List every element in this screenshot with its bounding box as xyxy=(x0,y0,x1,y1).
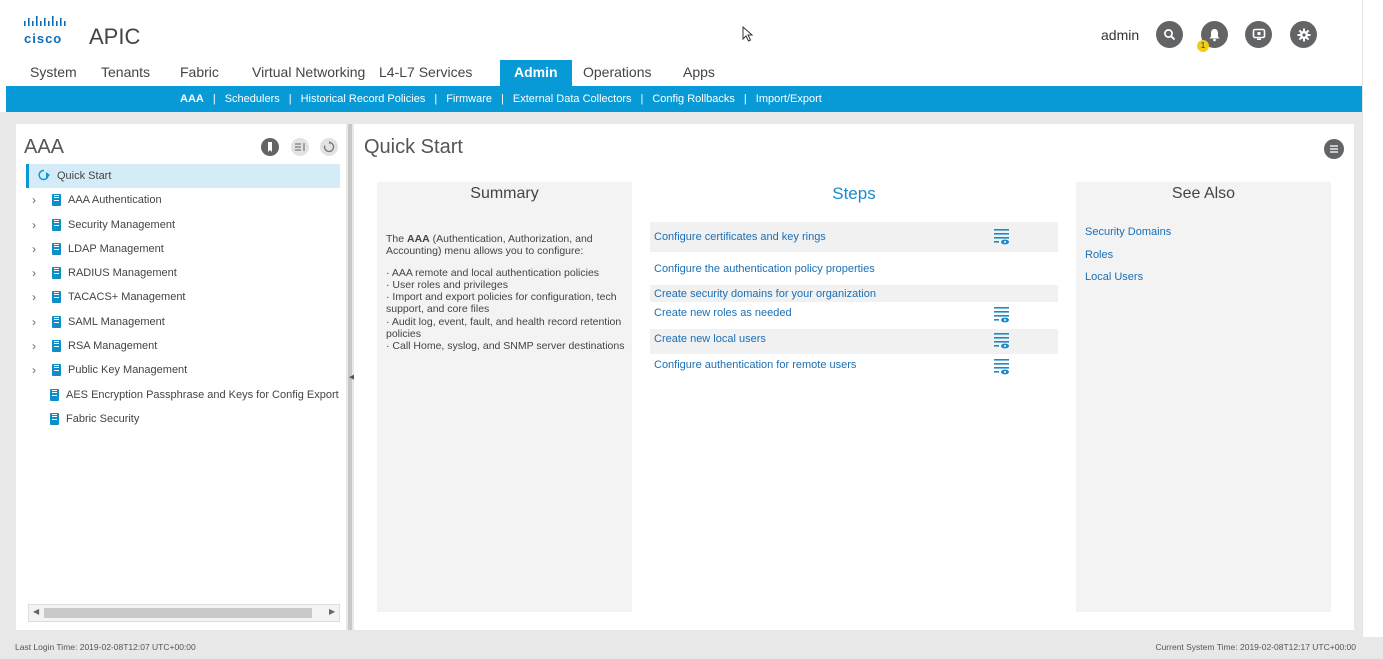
summary-heading: Summary xyxy=(470,185,539,202)
bookmark-button[interactable] xyxy=(261,138,279,156)
summary-intro: The AAA (Authentication, Authorization, and Accounting) menu allows you to configure: xyxy=(386,233,593,258)
tree-item-label: Quick Start xyxy=(57,170,112,182)
chevron-right-icon[interactable]: › xyxy=(32,266,36,281)
user-name[interactable]: admin xyxy=(1101,27,1140,43)
tab-admin[interactable]: Admin xyxy=(500,60,572,86)
tree-item-label: Fabric Security xyxy=(66,412,140,425)
tree-item-ldap-management[interactable] xyxy=(16,237,346,261)
step-link[interactable]: Configure the authentication policy properties xyxy=(654,263,875,275)
last-login-time: Last Login Time: 2019-02-08T12:07 UTC+00:00 xyxy=(15,642,196,652)
tree-item-aaa-authentication[interactable] xyxy=(16,188,346,212)
tree-item-quick-start[interactable] xyxy=(26,164,340,188)
monitor-icon xyxy=(1252,28,1266,41)
quick-start-icon xyxy=(37,169,51,181)
step-link[interactable]: Create new roles as needed xyxy=(654,307,792,319)
view-details-icon[interactable] xyxy=(993,332,1011,350)
summary-intro-bold: AAA xyxy=(407,233,430,245)
current-system-time: Current System Time: 2019-02-08T12:17 UTC+00:00 xyxy=(1155,642,1356,652)
step-security-domains[interactable] xyxy=(650,285,1058,302)
gear-icon xyxy=(1297,28,1311,42)
chevron-right-icon[interactable]: › xyxy=(32,241,36,256)
chevron-right-icon[interactable]: › xyxy=(32,217,36,232)
mouse-cursor-icon xyxy=(742,26,754,42)
step-create-local-users[interactable] xyxy=(650,329,1058,354)
tree-item-label: TACACS+ Management xyxy=(68,291,186,304)
summary-text xyxy=(386,233,626,353)
folder-icon xyxy=(52,364,61,376)
subnav-separator: | xyxy=(640,93,644,105)
horizontal-scrollbar[interactable] xyxy=(28,604,340,622)
system-tools-button[interactable] xyxy=(1245,21,1272,48)
chevron-right-icon[interactable]: › xyxy=(32,363,36,378)
tab-fabric[interactable]: Fabric xyxy=(180,64,219,80)
summary-bullet: · Audit log, event, fault, and health record retention policies xyxy=(386,315,622,341)
app-title: APIC xyxy=(89,24,141,49)
menu-list-icon xyxy=(1329,144,1339,154)
folder-icon xyxy=(52,267,61,279)
tree-item-label: AAA Authentication xyxy=(68,194,162,207)
tree-item-label: RADIUS Management xyxy=(68,267,177,280)
link-local-users[interactable]: Local Users xyxy=(1085,271,1144,283)
settings-button[interactable] xyxy=(1290,21,1317,48)
subnav-separator: | xyxy=(743,93,747,105)
steps-heading: Steps xyxy=(832,184,876,203)
subnav-config-rollbacks[interactable]: Config Rollbacks xyxy=(652,93,735,105)
filter-icon xyxy=(294,142,306,152)
tree-item-saml-management[interactable] xyxy=(16,310,346,334)
folder-icon xyxy=(52,291,61,303)
scrollbar-thumb[interactable] xyxy=(44,608,312,618)
bookmark-icon xyxy=(265,141,275,153)
tab-virtual-networking[interactable]: Virtual Networking xyxy=(252,64,366,80)
chevron-right-icon[interactable]: › xyxy=(32,339,36,354)
step-link[interactable]: Create security domains for your organization xyxy=(654,288,876,300)
tree-item-aes-encryption[interactable] xyxy=(16,383,346,407)
subnav-separator: | xyxy=(288,93,292,105)
summary-bullet: · AAA remote and local authentication policies xyxy=(386,266,600,279)
folder-icon xyxy=(52,243,61,255)
tree-item-label: LDAP Management xyxy=(68,242,164,255)
search-button[interactable] xyxy=(1156,21,1183,48)
see-also-heading: See Also xyxy=(1171,185,1236,202)
step-configure-certificates[interactable] xyxy=(650,222,1058,252)
folder-icon xyxy=(52,340,61,352)
subnav-separator: | xyxy=(434,93,438,105)
subnav-external-data-collectors[interactable]: External Data Collectors xyxy=(512,93,632,105)
see-also-panel xyxy=(1076,182,1331,612)
main-nav xyxy=(0,60,1362,86)
step-link[interactable]: Create new local users xyxy=(654,333,766,345)
notification-badge: 1 xyxy=(1197,40,1209,52)
tree-item-public-key-management[interactable] xyxy=(16,358,346,382)
subnav-aaa[interactable]: AAA xyxy=(180,93,204,105)
tree-item-security-management[interactable] xyxy=(16,213,346,237)
tab-tenants[interactable]: Tenants xyxy=(101,64,151,80)
folder-icon xyxy=(52,194,61,206)
tree-item-label: SAML Management xyxy=(68,315,165,328)
refresh-icon xyxy=(323,141,335,153)
summary-bullet: · Call Home, syslog, and SNMP server destinations xyxy=(386,340,625,353)
link-roles[interactable]: Roles xyxy=(1085,249,1114,261)
tree-item-label: Security Management xyxy=(68,218,175,231)
tree-item-label: Public Key Management xyxy=(68,364,188,377)
summary-bullet: · User roles and privileges xyxy=(386,278,508,291)
collapse-arrow-icon[interactable]: ◀ xyxy=(349,374,355,381)
step-link[interactable]: Configure authentication for remote users xyxy=(654,359,857,371)
refresh-button[interactable] xyxy=(320,138,338,156)
sub-nav xyxy=(6,86,1362,112)
subnav-import-export[interactable]: Import/Export xyxy=(755,93,822,105)
window-edge xyxy=(1362,0,1383,637)
tab-l4-l7-services[interactable]: L4-L7 Services xyxy=(379,64,473,80)
work-pane xyxy=(354,124,1354,630)
subnav-separator: | xyxy=(501,93,504,105)
chevron-right-icon[interactable]: › xyxy=(32,193,36,208)
navigation-tree xyxy=(16,164,346,431)
chevron-right-icon[interactable]: › xyxy=(32,290,36,305)
steps-panel xyxy=(650,182,1058,612)
step-create-roles[interactable] xyxy=(650,303,1058,327)
view-details-icon[interactable] xyxy=(993,358,1011,376)
folder-icon xyxy=(52,219,61,231)
cisco-wordmark: cisco xyxy=(24,31,63,46)
nav-pane-title: AAA xyxy=(24,136,65,158)
subnav-schedulers[interactable]: Schedulers xyxy=(224,93,280,105)
document-icon xyxy=(50,389,59,401)
subnav-separator: | xyxy=(212,93,216,105)
summary-bullets xyxy=(386,267,626,353)
step-link[interactable]: Configure certificates and key rings xyxy=(654,231,826,243)
scroll-left-icon[interactable]: ◀ xyxy=(33,607,40,616)
pane-menu-button[interactable] xyxy=(1324,139,1344,159)
tree-item-radius-management[interactable] xyxy=(16,261,346,285)
navigation-pane xyxy=(16,124,346,630)
tree-item-label: RSA Management xyxy=(68,340,158,353)
view-details-icon[interactable] xyxy=(993,228,1011,246)
document-icon xyxy=(50,413,59,425)
tab-system[interactable]: System xyxy=(30,64,77,80)
subnav-historical-record-policies[interactable]: Historical Record Policies xyxy=(300,93,426,105)
header xyxy=(0,0,1362,60)
scroll-right-icon[interactable]: ▶ xyxy=(329,607,336,616)
subnav-firmware[interactable]: Firmware xyxy=(446,93,493,105)
summary-bullet: · Import and export policies for configuration, tech support, and core files xyxy=(386,291,617,316)
tree-item-fabric-security[interactable] xyxy=(16,407,346,431)
tab-apps[interactable]: Apps xyxy=(683,64,715,80)
document-icon xyxy=(52,316,61,328)
tab-operations[interactable]: Operations xyxy=(583,64,652,80)
step-authentication-policy[interactable] xyxy=(650,260,1058,282)
filter-button[interactable] xyxy=(291,138,309,156)
chevron-right-icon[interactable]: › xyxy=(32,314,36,329)
tree-item-label: AES Encryption Passphrase and Keys for Config Export xyxy=(66,388,339,401)
bell-icon xyxy=(1208,28,1221,42)
search-icon xyxy=(1163,28,1176,41)
tree-item-tacacs-management[interactable] xyxy=(16,285,346,309)
tree-item-rsa-management[interactable] xyxy=(16,334,346,358)
status-bar xyxy=(0,637,1383,659)
view-details-icon[interactable] xyxy=(993,306,1011,324)
page-title: Quick Start xyxy=(364,136,463,158)
summary-panel xyxy=(377,182,632,612)
link-security-domains[interactable]: Security Domains xyxy=(1085,226,1172,238)
step-remote-authentication[interactable] xyxy=(650,356,1058,380)
